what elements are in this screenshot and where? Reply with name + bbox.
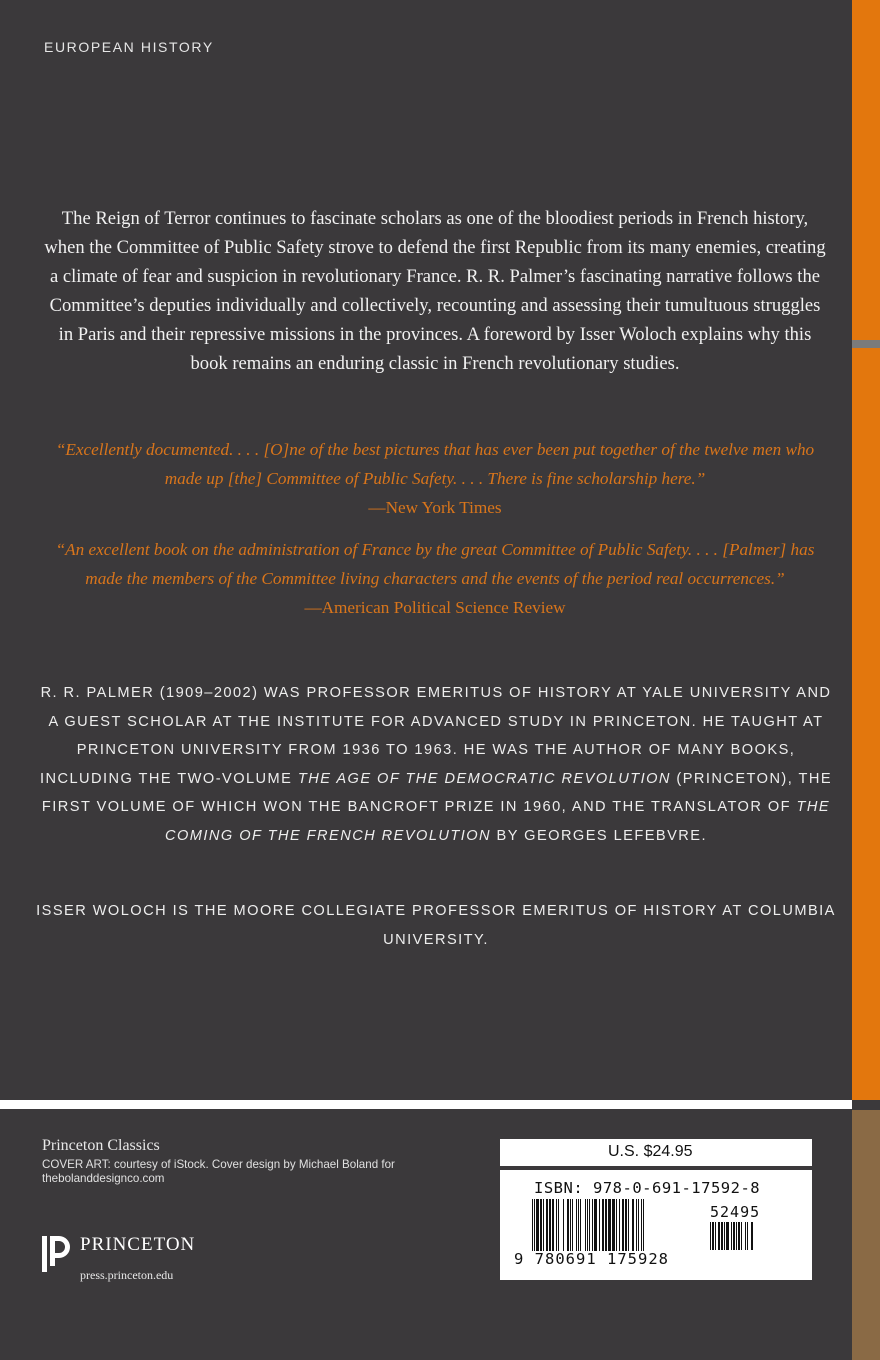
barcode-bar [747, 1222, 748, 1250]
series-name: Princeton Classics [42, 1137, 160, 1154]
barcode-bar [619, 1199, 620, 1251]
bio-text: BY GEORGES LEFEBVRE. [491, 827, 707, 844]
barcode-bar [712, 1222, 714, 1250]
barcode-panel [500, 1170, 812, 1280]
barcode-bar [638, 1199, 639, 1251]
barcode-bar [587, 1199, 588, 1251]
barcode-bar [540, 1199, 542, 1251]
barcode-bar [556, 1199, 557, 1251]
barcode-bar [741, 1222, 742, 1250]
barcode-bar [543, 1199, 544, 1251]
barcode-bar [536, 1199, 539, 1251]
review-quote-text: “An excellent book on the administration of France by the great Committee of Public Safety. . . . [Palmer] has made the members of the Committee living characters and the events of the period real occurrences.” [55, 540, 815, 588]
spine-edge [852, 0, 880, 1100]
barcode-bar [599, 1199, 600, 1251]
category-label: EUROPEAN HISTORY [44, 39, 214, 55]
ean-barcode [532, 1199, 704, 1251]
barcode-bar [721, 1222, 723, 1250]
barcode-bar [710, 1222, 711, 1250]
barcode-bar [580, 1199, 581, 1251]
review-quote-source: —New York Times [368, 498, 502, 517]
publisher-name: PRINCETON [80, 1234, 196, 1255]
barcode-bar [751, 1222, 753, 1250]
barcode-bar [612, 1199, 615, 1251]
barcode-bar [628, 1199, 629, 1251]
author-bio-palmer [36, 679, 836, 851]
barcode-bar [622, 1199, 624, 1251]
barcode-bar [572, 1199, 573, 1251]
book-description: The Reign of Terror continues to fascinate scholars as one of the bloodiest periods in French history, when the Committee of Public Safety strove to defend the first Republic from its many enemies, creating a climate of fear and suspicion in revolutionary France. R. R. Palmer’s fascinating narrative follows the Committee’s deputies individually and collectively, recounting and assessing their tumultuous struggles in Paris and their repressive missions in the provinces. A foreword by Isser Woloch explains why this book remains an enduring classic in French revolutionary studies. [44, 208, 826, 374]
barcode-bar [616, 1199, 617, 1251]
barcode-bar [594, 1199, 597, 1251]
barcode-bar [715, 1222, 716, 1250]
book-title: THE AGE OF THE DEMOCRATIC REVOLUTION [297, 770, 671, 787]
barcode-bar [563, 1199, 564, 1251]
barcode-bar [602, 1199, 604, 1251]
barcode-bar [736, 1222, 737, 1250]
barcode-bar [534, 1199, 535, 1251]
publisher-logo [40, 1234, 220, 1294]
bio-text: (PRINCETON), THE FIRST VOLUME OF WHICH WON THE BANCROFT PRIZE IN 1960, AND THE TRANSLATOR OF [41, 770, 833, 816]
spine-mark [852, 340, 880, 348]
addon-barcode [710, 1222, 780, 1250]
barcode-bar [738, 1222, 740, 1250]
review-quote-source: —American Political Science Review [304, 598, 566, 617]
price: U.S. $24.95 [608, 1143, 693, 1160]
addon-code: 52495 [710, 1203, 761, 1221]
spine-edge-lower [852, 1110, 880, 1360]
princeton-p-icon [40, 1234, 70, 1274]
barcode-bar [641, 1199, 642, 1251]
isbn-text: ISBN: 978-0-691-17592-8 [534, 1179, 761, 1197]
barcode-bar [731, 1222, 732, 1250]
divider-bar [0, 1100, 852, 1109]
barcode-bar [745, 1222, 746, 1250]
barcode-bar [578, 1199, 579, 1251]
review-quote-text: “Excellently documented. . . . [O]ne of the best pictures that has ever been put together of the twelve men who made up [the] Committee of Public Safety. . . . There is fine scholarship here.” [55, 440, 815, 488]
barcode-bar [549, 1199, 551, 1251]
barcode-bar [733, 1222, 735, 1250]
barcode-bar [532, 1199, 533, 1251]
barcode-bar [592, 1199, 593, 1251]
barcode-bar [608, 1199, 611, 1251]
bio-text: R. R. PALMER (1909–2002) WAS PROFESSOR EMERITUS OF HISTORY AT YALE UNIVERSITY AND A GUEST SCHOLAR AT THE INSTITUTE FOR ADVANCED STUDY IN PRINCETON. HE TAUGHT AT PRINCETON UNIVERSITY FROM 1936 TO 1963. HE WAS THE AUTHOR OF MANY BOOKS, INCLUDING THE TWO-VOLUME [39, 685, 832, 787]
barcode-bar [585, 1199, 586, 1251]
author-bio-woloch: ISSER WOLOCH IS THE MOORE COLLEGIATE PROFESSOR EMERITUS OF HISTORY AT COLUMBIA UNIVERSITY. [36, 903, 836, 948]
barcode-bar [558, 1199, 559, 1251]
barcode-bar [724, 1222, 725, 1250]
barcode-bar [625, 1199, 627, 1251]
barcode-bar [552, 1199, 554, 1251]
barcode-bar [632, 1199, 634, 1251]
barcode-bar [567, 1199, 569, 1251]
barcode-bar [726, 1222, 729, 1250]
barcode-bar [636, 1199, 637, 1251]
price-label [500, 1139, 812, 1166]
book-title: THE COMING OF THE FRENCH REVOLUTION [165, 799, 831, 844]
barcode-bar [718, 1222, 720, 1250]
cover-credit: COVER ART: courtesy of iStock. Cover design by Michael Boland for thebolanddesignco.com [42, 1158, 395, 1185]
barcode-bar [576, 1199, 577, 1251]
barcode-bar [643, 1199, 644, 1251]
review-quote [40, 535, 830, 622]
review-quote [40, 435, 830, 522]
barcode-bar [570, 1199, 571, 1251]
barcode-bar [605, 1199, 607, 1251]
barcode-bar [589, 1199, 590, 1251]
ean-digits: 9 780691 175928 [514, 1250, 669, 1268]
barcode-bar [546, 1199, 548, 1251]
publisher-url: press.princeton.edu [80, 1268, 174, 1282]
